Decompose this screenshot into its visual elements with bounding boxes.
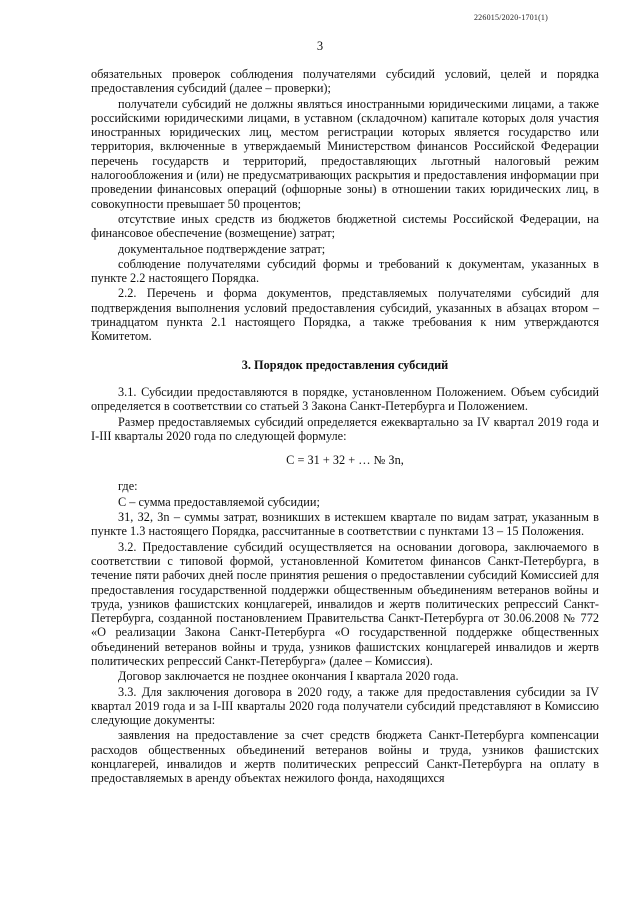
document-id: 226015/2020-1701(1) [473, 13, 548, 22]
document-body [91, 67, 599, 786]
paragraph: 3.1. Субсидии предоставляются в порядке, установленном Положением. Объем субсидий определяется в соответствии со статьей 3 Закона Санкт-Петербурга и Положением. [91, 384, 599, 414]
paragraph: 3.3. Для заключения договора в 2020 году, а также для предоставления субсидии за IV квартал 2019 года и за I-III кварталы 2020 года получатели субсидий представляют в Комиссию следующие документы: [91, 684, 599, 728]
page-number: 3 [316, 39, 324, 53]
paragraph: 3.2. Предоставление субсидий осуществляется на основании договора, заключаемого в соответствии с типовой формой, установленной Комитетом финансов Санкт-Петербурга, в течение пяти рабочих дней после принятия решения о предоставлении субсидий Комиссией для предоставления государственной поддержки общественным объединениям ветеранов войны и труда, узников фашистских концлагерей, инвалидов и жертв политических репрессий Санкт-Петербурга, созданной постановлением Правительства Санкт-Петербурга от 30.06.2008 № 772 «О реализации Закона Санкт-Петербурга «О государственной поддержке общественных объединений ветеранов войны и труда, узников фашистских концлагерей инвалидов и жертв политических репрессий Санкт-Петербурга» (далее – Комиссия). [91, 539, 599, 668]
section-heading: 3. Порядок предоставления субсидий [241, 357, 449, 372]
paragraph: получатели субсидий не должны являться иностранными юридическими лицами, а также российскими юридическими лицами, в уставном (складочном) капитале которых доля участия иностранных юридических лиц, местом регистрации которых является государство или территория, включенные в утверждаемый Министерством финансов Российской Федерации перечень государств и территорий, предоставляющих льготный налоговый режим налогообложения и (или) не предусматривающих раскрытия и предоставления информации при проведении финансовых операций (офшорные зоны) в отношении таких юридических лиц, в совокупности превышает 50 процентов; [91, 96, 599, 211]
paragraph: обязательных проверок соблюдения получателями субсидий условий, целей и порядка предоставления субсидий (далее – проверки); [91, 67, 599, 96]
paragraph: З1, З2, Зn – суммы затрат, возникших в истекшем квартале по видам затрат, указанным в пункте 1.3 настоящего Порядка, рассчитанные в соответствии с пунктами 13 – 15 Положения. [91, 510, 599, 539]
paragraph: Договор заключается не позднее окончания I квартала 2020 года. [118, 669, 459, 684]
paragraph: Размер предоставляемых субсидий определяется ежеквартально за IV квартал 2019 года и I-III кварталы 2020 года по следующей формуле: [91, 414, 599, 443]
formula: С = З1 + З2 + … № Зn, [286, 453, 404, 468]
paragraph: С – сумма предоставляемой субсидии; [118, 494, 320, 509]
paragraph: где: [118, 479, 138, 494]
paragraph: заявления на предоставление за счет средств бюджета Санкт-Петербурга компенсации расходов общественных объединений ветеранов войны и труда, узников фашистских концлагерей, инвалидов и жертв политических репрессий Санкт-Петербурга на оплату в предоставляемых в аренду объектах нежилого фонда, находящихся [91, 728, 599, 786]
paragraph: соблюдение получателями субсидий формы и требований к документам, указанных в пункте 2.2 настоящего Порядка. [91, 256, 599, 286]
paragraph: документальное подтверждение затрат; [118, 241, 326, 256]
paragraph: 2.2. Перечень и форма документов, представляемых получателями субсидий для подтверждения выполнения условий предоставления субсидий, указанных в абзацах втором – тринадцатом пункта 2.1 настоящего Порядка, а также требования к ним утверждаются Комитетом. [91, 286, 599, 344]
paragraph: отсутствие иных средств из бюджетов бюджетной системы Российской Федерации, на финансовое обеспечение (возмещение) затрат; [91, 211, 599, 241]
